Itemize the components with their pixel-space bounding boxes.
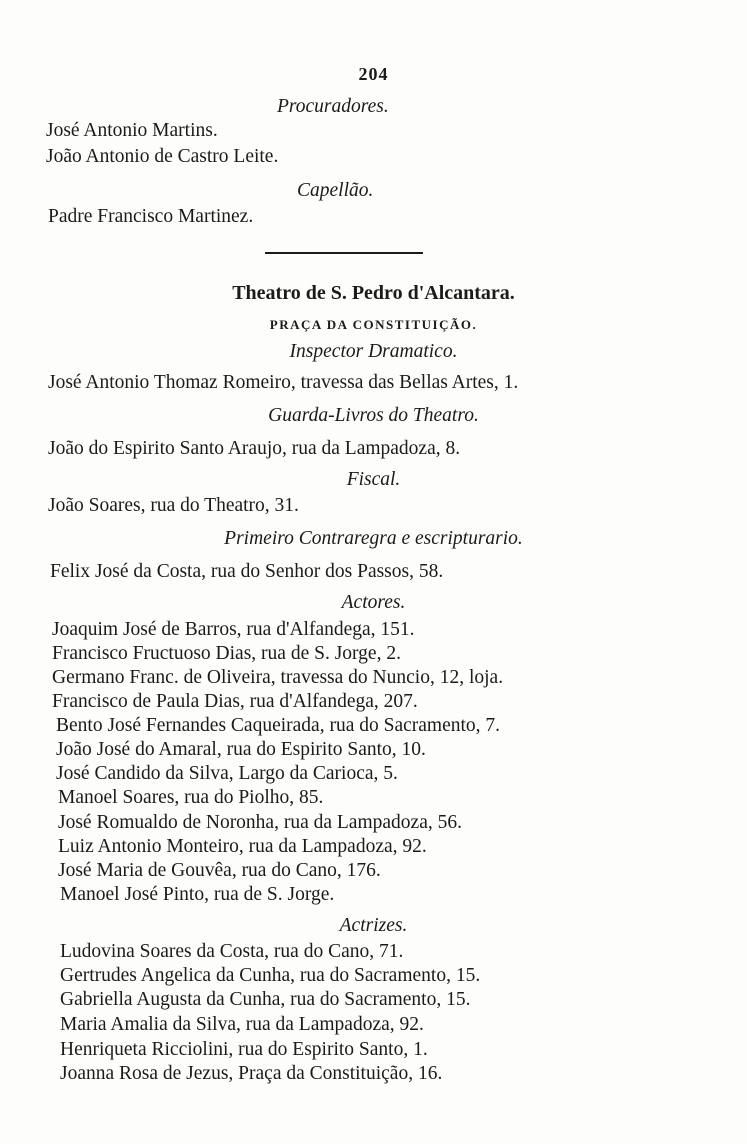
actriz-entry: Joanna Rosa de Jezus, Praça da Constituição, 16. [60,1063,443,1084]
actores-heading: Actores. [341,592,406,613]
fiscal-entry: João Soares, rua do Theatro, 31. [48,495,299,516]
contraregra-entry: Felix José da Costa, rua do Senhor dos Passos, 58. [50,561,444,582]
contraregra-heading: Primeiro Contraregra e escripturario. [224,528,523,549]
actriz-entry: Ludovina Soares da Costa, rua do Cano, 71. [60,941,404,962]
fiscal-heading: Fiscal. [346,469,401,490]
actor-entry: Manoel Soares, rua do Piolho, 85. [58,787,324,808]
actor-entry: Germano Franc. de Oliveira, travessa do Nuncio, 12, loja. [52,667,504,688]
actor-entry: Manoel José Pinto, rua de S. Jorge. [60,884,335,905]
actriz-entry: Gabriella Augusta da Cunha, rua do Sacramento, 15. [60,989,471,1010]
actor-entry: José Candido da Silva, Largo da Carioca, 5. [56,763,398,784]
actor-entry: Luiz Antonio Monteiro, rua da Lampadoza, 92. [58,836,427,857]
inspector-heading: Inspector Dramatico. [289,341,458,362]
actor-entry: José Romualdo de Noronha, rua da Lampadoza, 56. [58,812,462,833]
page-number: 204 [358,64,389,84]
section-divider [265,252,423,254]
actor-entry: Francisco Fructuoso Dias, rua de S. Jorge, 2. [52,643,401,664]
actriz-entry: Maria Amalia da Silva, rua da Lampadoza, 92. [60,1014,424,1035]
procuradores-heading: Procuradores. [277,96,389,117]
actor-entry: Bento José Fernandes Caqueirada, rua do Sacramento, 7. [56,715,501,736]
actriz-entry: Gertrudes Angelica da Cunha, rua do Sacramento, 15. [60,965,481,986]
capellao-heading: Capellão. [297,180,374,201]
inspector-entry: José Antonio Thomaz Romeiro, travessa das Bellas Artes, 1. [48,372,519,393]
theatre-title: Theatro de S. Pedro d'Alcantara. [232,282,515,304]
guarda-livros-entry: João do Espirito Santo Araujo, rua da Lampadoza, 8. [48,438,461,459]
procurador-name: João Antonio de Castro Leite. [46,146,279,167]
actriz-entry: Henriqueta Ricciolini, rua do Espirito Santo, 1. [60,1039,428,1060]
actrizes-heading: Actrizes. [339,915,408,936]
actor-entry: Joaquim José de Barros, rua d'Alfandega, 151. [52,619,415,640]
capellao-name: Padre Francisco Martinez. [48,206,254,227]
theatre-subtitle: PRAÇA DA CONSTITUIÇÃO. [269,317,478,332]
actor-entry: José Maria de Gouvêa, rua do Cano, 176. [58,860,381,881]
procurador-name: José Antonio Martins. [46,120,218,141]
guarda-livros-heading: Guarda-Livros do Theatro. [268,405,479,426]
actor-entry: João José do Amaral, rua do Espirito Santo, 10. [56,739,426,760]
actor-entry: Francisco de Paula Dias, rua d'Alfandega, 207. [52,691,418,712]
